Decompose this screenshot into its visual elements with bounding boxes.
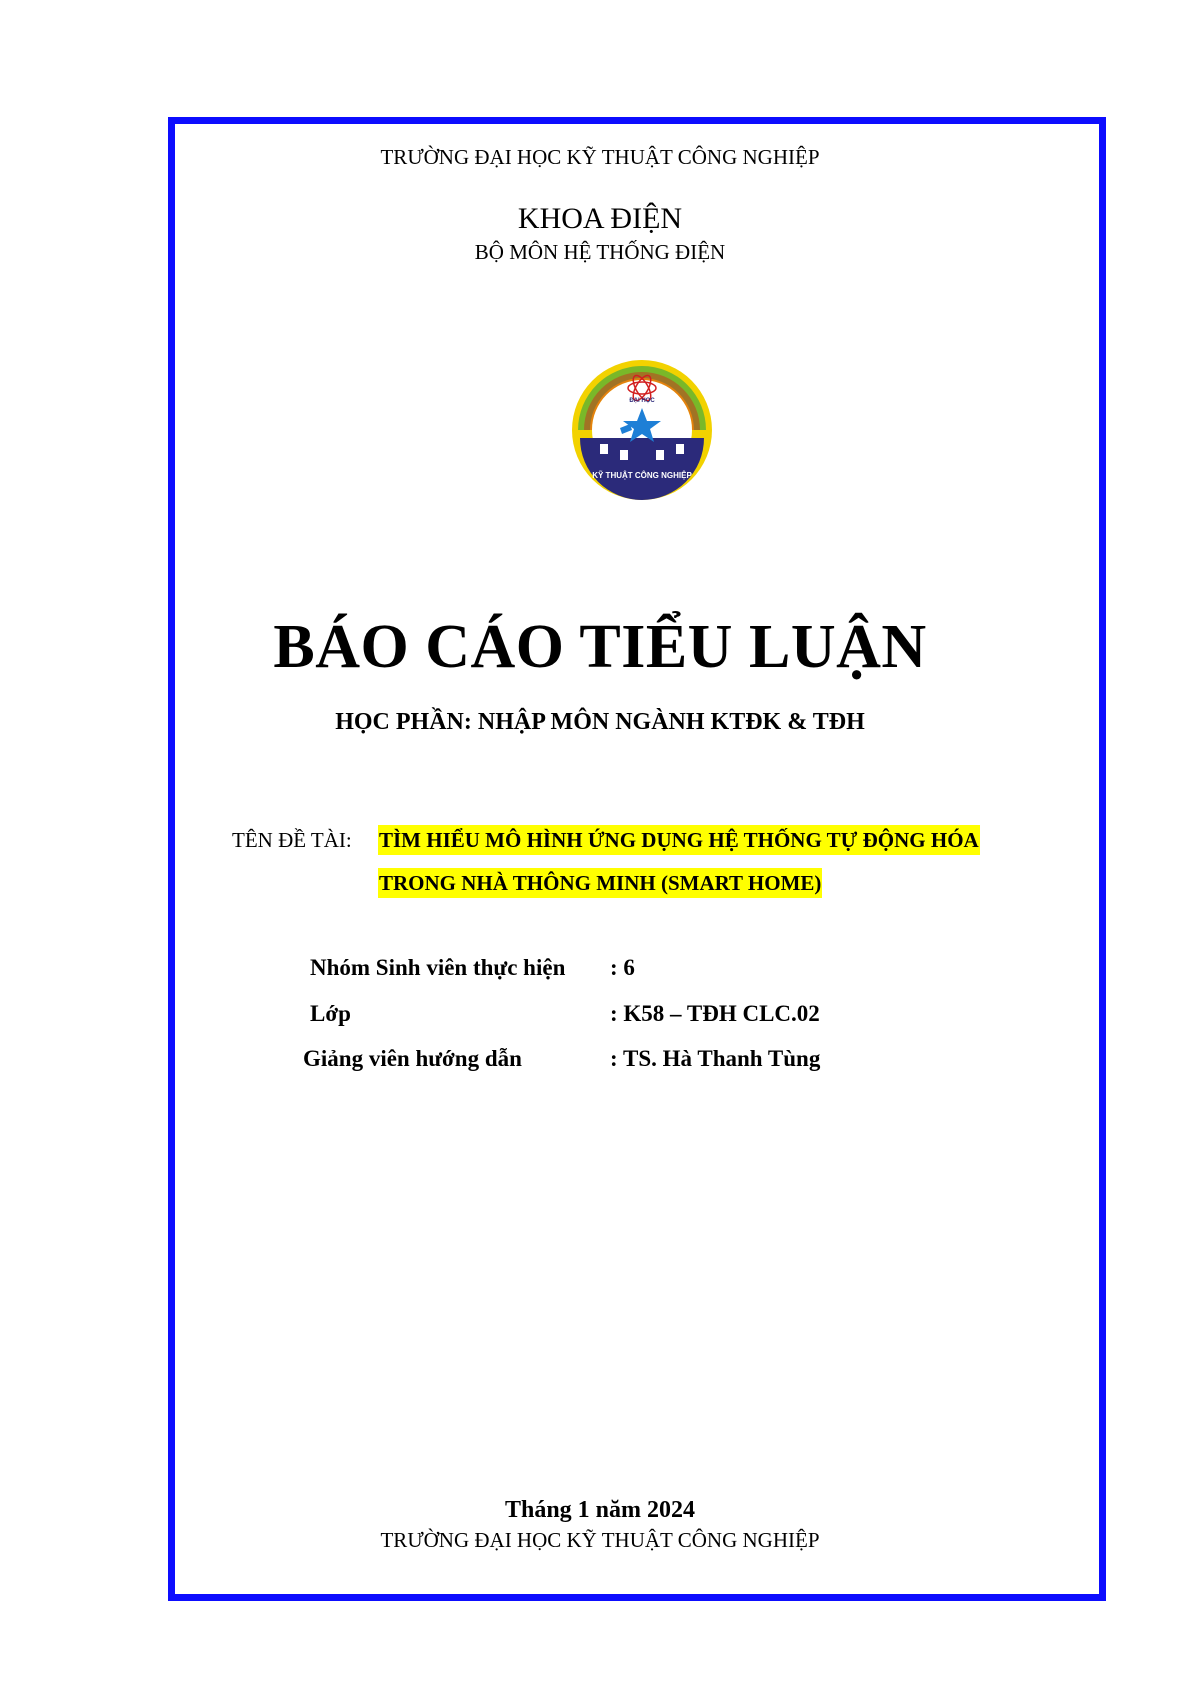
report-date: Tháng 1 năm 2024 (504, 1497, 696, 1523)
page-border (168, 117, 1106, 1601)
course-name: HỌC PHẦN: NHẬP MÔN NGÀNH KTĐK & TĐH (335, 709, 865, 735)
instructor-label: Giảng viên hướng dẫn (303, 1046, 522, 1071)
footer-university-name: TRƯỜNG ĐẠI HỌC KỸ THUẬT CÔNG NGHIỆP (380, 1528, 820, 1552)
logo-ring-text: KỸ THUẬT CÔNG NGHIỆP (592, 471, 692, 480)
student-group-label: Nhóm Sinh viên thực hiện (310, 955, 566, 980)
university-logo (570, 358, 714, 502)
topic-label: TÊN ĐỀ TÀI: (232, 828, 352, 852)
university-name: TRƯỜNG ĐẠI HỌC KỸ THUẬT CÔNG NGHIỆP (380, 145, 820, 169)
logo-top-text: ĐẠI HỌC (629, 398, 655, 404)
topic-title-line-1: TÌM HIỂU MÔ HÌNH ỨNG DỤNG HỆ THỐNG TỰ ĐỘNG HÓA (378, 825, 980, 855)
instructor-value: : TS. Hà Thanh Tùng (610, 1046, 821, 1071)
department-name: BỘ MÔN HỆ THỐNG ĐIỆN (474, 240, 726, 264)
report-title: BÁO CÁO TIỂU LUẬN (273, 613, 927, 681)
faculty-name: KHOA ĐIỆN (517, 202, 683, 235)
class-label: Lớp (310, 1001, 351, 1026)
topic-title-line-2: TRONG NHÀ THÔNG MINH (SMART HOME) (378, 868, 822, 898)
student-group-value: : 6 (610, 955, 635, 980)
class-value: : K58 – TĐH CLC.02 (610, 1001, 820, 1026)
